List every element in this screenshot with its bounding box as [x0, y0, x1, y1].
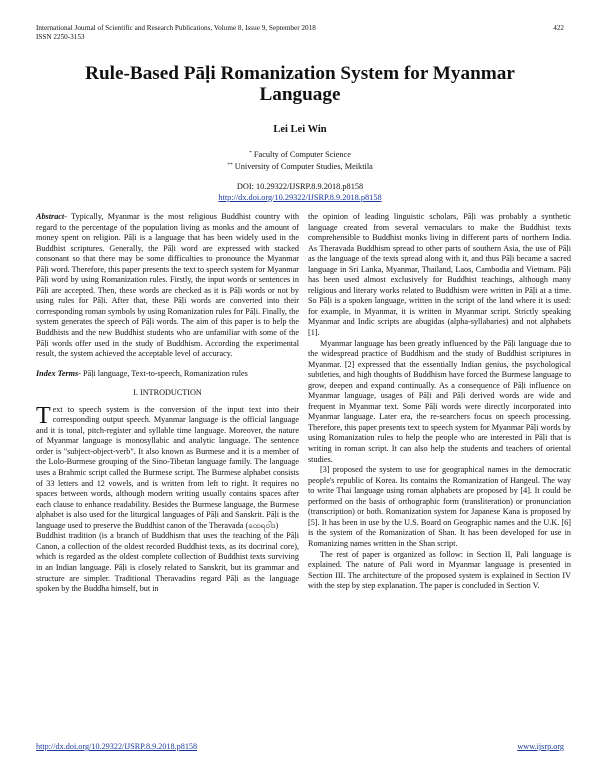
- affiliation-line-2: ** University of Computer Studies, Meiktila: [227, 162, 373, 171]
- doi-link[interactable]: http://dx.doi.org/10.29322/IJSRP.8.9.2018.p8158: [218, 192, 382, 202]
- right-paragraph-4: The rest of paper is organized as follow: in Section II, Pali language is explained. The nature of Pali word in Myanmar language is presented in Section III. The architecture of the proposed system is explained in Section IV with the step by step explanation. The paper is concluded in Section V.: [308, 549, 571, 591]
- intro-paragraph-2: Buddhist tradition (is a branch of Buddhism that uses the teaching of the Pāḷi Canon, a collection of the oldest recorded Buddhist texts, as its doctrinal core), which is regarded as the oldest complete collection of Buddhist texts surviving in an Indian language. Pāḷi is closely related to Sanskrit, but its grammar and structure are simpler. Traditional Theravadins regard Pāḷi as the language spoken by the Buddha himself, but in: [36, 531, 299, 594]
- section-heading-introduction: I. INTRODUCTION: [133, 388, 202, 398]
- footer-doi-link[interactable]: http://dx.doi.org/10.29322/IJSRP.8.9.2018.p8158: [36, 742, 198, 751]
- affiliation-mark-1: *: [249, 150, 252, 156]
- doi-block: [0, 182, 600, 203]
- page-number: 422: [553, 24, 564, 32]
- author-name: Lei Lei Win: [273, 124, 327, 135]
- affiliation-mark-2: **: [227, 162, 233, 168]
- running-header: [36, 24, 564, 42]
- abstract: [36, 212, 299, 360]
- index-terms-text: Pāḷi language, Text-to-speech, Romanization rules: [80, 368, 248, 378]
- index-terms-label: Index Terms-: [36, 368, 81, 378]
- right-paragraph-2: Myanmar language has been greatly influenced by the Pāḷi language due to the widespread practice of Buddhism and the study of Buddhist scriptures in Myanmar. [2] expressed that the essentially Indian genius, the psychological subtleties, and high thoughts of Buddhism have forced the Burmese language to grow, deepen and expand continually. As a consequence of Pāḷi influence on Myanmar language, usages of Pāḷi and Pāḷi derived words are wide and frequent in Myanmar text. Some Pāḷi words were directly incorporated into Myanmar language. Later era, the re-searchers focus on speech processing. Therefore, this paper presents text to speech system for Myanmar Pāḷi words by using Romanization rules to help the people who are interested in Pāḷi that is writing in roman script. It can also help the students and teachers of oriental studies.: [308, 338, 571, 464]
- footer-site-link[interactable]: www.ijsrp.org: [517, 742, 564, 751]
- left-column: [36, 212, 299, 595]
- abstract-label: Abstract-: [36, 212, 67, 221]
- intro-paragraph-1: Text to speech system is the conversion of the input text into their corresponding output speech. Myanmar language is the official language and it is tonal, pitch-register and syllable time language. Moreover, the nature of Myanmar language is monosyllabic and analytic language. The sentence order is "subject-object-verb". It also known as Burmese and it is a member of the Lolo-Burmese grouping of the Sino-Tibetan language family. The language uses a Brahmic script called the Burmese script. The Burmese alphabet consists of 33 letters and 12 vowels, and is written from left to right. It requires no spaces between words, although modern writing usually contains spaces after each clause to enhance readability. Besides the Burmese language, the Burmese alphabet is also used for the liturgical languages of Pāḷi and Sanskrit. Pāḷi is the language used to preserve the Buddhist canon of the Theravada (ထေရဝါဒ): [36, 402, 299, 530]
- doi-label: DOI: 10.29322/IJSRP.8.9.2018.p8158: [236, 182, 364, 191]
- right-paragraph-3: [3] proposed the system to use for geographical names in the democratic people's republic of Korea. Its contains the Romanization of Hangeul. The way to write Thai language using roman alphabets are proposed by [4]. It could be performed on the basis of orthographic form (transliteration) or pronunciation (transcription) or both. Romanization system for Japanese Kana is proposed by [5]. It has been in use by the U.S. Board on Geographic names and the U.K. [6] is the system of the Romanization of Shan. It has been developed for use in Romanizing names written in the Shan script.: [308, 465, 571, 548]
- issn: ISSN 2250-3153: [36, 33, 85, 41]
- page-footer: [36, 742, 564, 751]
- right-column: [308, 212, 571, 592]
- abstract-text: Typically, Myanmar is the most religious Buddhist country with regard to the percentage of the population living as monks and the amount of money spent on religion. Pāḷi is a language that has been widely used in the Buddhist scriptures. Generally, the Pāḷi word are expressed with stacked consonant so that there may be some difficulties to pronounce the Myanmar Pāḷi word. Therefore, this paper presents the text to speech system for Myanmar Pāḷi word by using Romanization rules. Firstly, the input words or sentences in Pāḷi are accepted. Then, these words are checked as it is Pāḷi words or not by using rules for Pāḷi. After that, these Pāḷi words are converted into their corresponding roman symbols by using Romanization rules for Pāḷi. Finally, the system generates the speech of Pāḷi words. The aim of this paper is to help the Buddhists and the new Buddhist students who are unfamiliar with some of the Pāḷi words offer used in the study of Buddhism. According the experimental result, the system achieved the acceptable level of accuracy.: [36, 212, 299, 359]
- paper-title: Rule-Based Pāḷi Romanization System for Myanmar Language: [85, 63, 515, 105]
- journal-name: International Journal of Scientific and Research Publications, Volume 8, Issue 9, September 2018: [36, 24, 316, 32]
- affiliation-line-1: * Faculty of Computer Science: [249, 150, 351, 159]
- right-paragraph-1: the opinion of leading linguistic scholars, Pāḷi was probably a synthetic language created from several vernaculars to make the Buddhist texts comprehensible to Buddhist monks living in different parts of northern India. As Theravada Buddhism spread to other parts of southern Asia, the use of Pāḷi as the language of the texts spread along with it, and thus Pāḷi became a sacred language in Sri Lanka, Myanmar, Thailand, Laos, Cambodia and Vietnam. Pāḷi has been used almost exclusively for Buddhist teachings, although many religious and literary works related to Buddhism were written in Pāḷi at a time. So Pāḷi is a spoken language, written in the script of the land where it is used: for example, in Myanmar, it is written in Myanmar script. Strictly speaking Myanmar and Indic scripts are abugidas (alpha-syllabaries) and not alphabets [1].: [308, 212, 571, 338]
- index-terms: [36, 369, 299, 380]
- affiliation: [0, 148, 600, 172]
- drop-cap: T: [36, 402, 51, 429]
